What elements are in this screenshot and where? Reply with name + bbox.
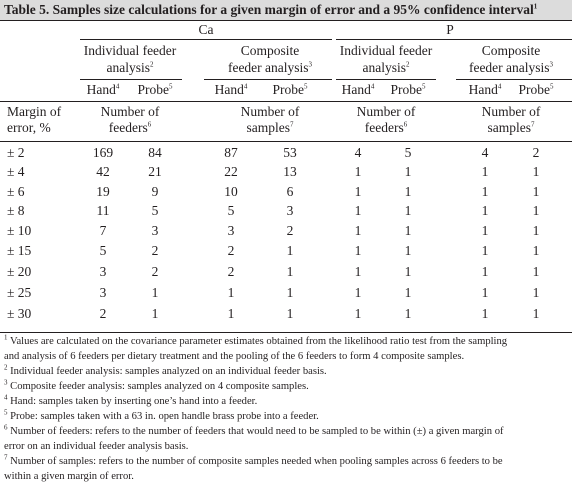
margin-cell: ± 8 <box>7 203 25 218</box>
value-cell: 1 <box>532 264 540 279</box>
footnote-text: Hand: samples taken by inserting one’s hand into a feeder. <box>10 396 258 407</box>
method-probe-footnote-mark: 5 <box>422 82 426 91</box>
measure-footnote-mark: 7 <box>290 120 294 129</box>
method-probe-footnote-mark: 5 <box>304 82 308 91</box>
footnote-text: Composite feeder analysis: samples analyzed on 4 composite samples. <box>10 381 309 392</box>
margin-cell: ± 20 <box>7 264 32 279</box>
measure-line2-text: feeders <box>364 120 404 135</box>
value-cell: 1 <box>354 264 362 279</box>
measure-line2 <box>247 120 294 136</box>
value-cell: 13 <box>283 164 297 179</box>
value-cell: 3 <box>151 223 159 238</box>
measure-line1: Number of <box>481 104 541 119</box>
value-cell: 1 <box>286 285 294 300</box>
subgroup-line1: Composite <box>481 43 541 58</box>
value-cell: 1 <box>532 184 540 199</box>
value-cell: 3 <box>286 203 294 218</box>
value-cell: 1 <box>286 264 294 279</box>
group-header-p: P <box>446 22 454 37</box>
value-cell: 2 <box>227 243 235 258</box>
method-hand-footnote-mark: 4 <box>243 82 248 91</box>
value-cell: 2 <box>286 223 294 238</box>
method-header-hand <box>342 82 375 98</box>
title-text: Table 5. Samples size calculations for a given margin of error and a 95% confidence interval <box>4 2 534 17</box>
method-probe-label: Probe <box>137 82 169 97</box>
row-header-line1: Margin of <box>7 104 62 119</box>
value-cell: 84 <box>148 145 162 160</box>
value-cell: 1 <box>481 164 489 179</box>
footnote-line <box>4 424 566 439</box>
value-cell: 5 <box>404 145 412 160</box>
value-cell: 1 <box>404 264 412 279</box>
value-cell: 1 <box>151 285 159 300</box>
value-cell: 2 <box>99 306 107 321</box>
footnote-mark: 6 <box>4 423 8 432</box>
method-hand-label: Hand <box>86 82 116 97</box>
subgroup-footnote-mark: 3 <box>308 60 313 69</box>
value-cell: 1 <box>227 306 235 321</box>
rule-under-subgroup <box>336 79 436 80</box>
method-hand-label: Hand <box>214 82 244 97</box>
footnote-mark: 2 <box>4 363 8 372</box>
value-cell: 5 <box>151 203 159 218</box>
value-cell: 10 <box>224 184 238 199</box>
margin-cell: ± 25 <box>7 285 32 300</box>
footnote-line <box>4 334 566 349</box>
margin-cell: ± 6 <box>7 184 25 199</box>
subgroup-line2 <box>228 60 312 76</box>
method-header-probe <box>519 82 554 98</box>
footnote-mark: 7 <box>4 453 8 462</box>
subgroup-line2-text: analysis <box>362 60 406 75</box>
value-cell: 2 <box>151 264 159 279</box>
method-probe-footnote-mark: 5 <box>169 82 173 91</box>
value-cell: 1 <box>532 306 540 321</box>
value-cell: 42 <box>96 164 110 179</box>
value-cell: 6 <box>286 184 294 199</box>
measure-footnote-mark: 6 <box>147 120 152 129</box>
measure-footnote-mark: 6 <box>403 120 408 129</box>
value-cell: 1 <box>404 164 412 179</box>
subgroup-footnote-mark: 2 <box>150 60 154 69</box>
measure-line1: Number of <box>100 104 160 119</box>
value-cell: 4 <box>354 145 362 160</box>
method-hand-label: Hand <box>341 82 371 97</box>
rule-under-ca <box>80 39 332 40</box>
method-header-hand <box>469 82 502 98</box>
margin-cell: ± 4 <box>7 164 25 179</box>
rule-under-subgroup <box>456 79 572 80</box>
margin-cell: ± 15 <box>7 243 32 258</box>
measure-line1: Number of <box>240 104 300 119</box>
value-cell: 5 <box>227 203 235 218</box>
footnote-line <box>4 349 566 364</box>
value-cell: 1 <box>481 306 489 321</box>
value-cell: 4 <box>481 145 489 160</box>
value-cell: 1 <box>532 285 540 300</box>
value-cell: 1 <box>354 203 362 218</box>
rule-under-subgroup <box>204 79 332 80</box>
footnote-text: within a given margin of error. <box>4 471 134 482</box>
method-header-probe <box>391 82 426 98</box>
method-header-hand <box>87 82 120 98</box>
value-cell: 87 <box>224 145 238 160</box>
measure-line1: Number of <box>356 104 416 119</box>
value-cell: 1 <box>354 285 362 300</box>
value-cell: 1 <box>481 264 489 279</box>
rule-under-methods <box>0 101 572 102</box>
subgroup-line2 <box>107 60 154 76</box>
subgroup-line2-text: analysis <box>106 60 150 75</box>
footnote-text: Number of samples: refers to the number of composite samples needed when pooling samples across 6 feeders to be <box>10 456 503 467</box>
value-cell: 1 <box>354 243 362 258</box>
value-cell: 1 <box>404 285 412 300</box>
subgroup-footnote-mark: 2 <box>406 60 410 69</box>
method-header-hand <box>215 82 248 98</box>
value-cell: 169 <box>92 145 114 160</box>
subgroup-line1: Composite <box>240 43 300 58</box>
method-probe-footnote-mark: 5 <box>550 82 554 91</box>
rule-under-measures <box>0 141 572 142</box>
footnote-line <box>4 409 566 424</box>
value-cell: 53 <box>283 145 297 160</box>
subgroup-line1: Individual feeder <box>83 43 177 58</box>
footnote-text: Probe: samples taken with a 63 in. open handle brass probe into a feeder. <box>10 411 319 422</box>
row-header-line2: error, % <box>7 120 51 135</box>
footnote-text: Number of feeders: refers to the number of feeders that would need to be sampled to be within (±) a given margin of <box>10 426 504 437</box>
footnote-line <box>4 454 566 469</box>
value-cell: 1 <box>532 164 540 179</box>
value-cell: 1 <box>404 223 412 238</box>
footnote-text: Individual feeder analysis: samples analyzed on an individual feeder basis. <box>10 366 327 377</box>
value-cell: 22 <box>224 164 238 179</box>
method-header-probe <box>273 82 308 98</box>
value-cell: 1 <box>532 243 540 258</box>
subgroup-line2-text: feeder analysis <box>468 60 550 75</box>
subgroup-footnote-mark: 3 <box>549 60 554 69</box>
rule-under-title <box>0 20 572 21</box>
value-cell: 1 <box>481 243 489 258</box>
measure-line2-text: samples <box>487 120 531 135</box>
footnote-text: Values are calculated on the covariance parameter estimates obtained from the likelihood ratio test from the sampling <box>9 336 508 347</box>
method-header-probe <box>138 82 173 98</box>
value-cell: 1 <box>151 306 159 321</box>
margin-cell: ± 10 <box>7 223 32 238</box>
value-cell: 1 <box>532 203 540 218</box>
title-footnote-mark: 1 <box>533 2 538 11</box>
rule-under-subgroup <box>80 79 182 80</box>
footnote-line <box>4 394 566 409</box>
value-cell: 2 <box>532 145 540 160</box>
value-cell: 1 <box>354 306 362 321</box>
measure-line2-text: feeders <box>108 120 148 135</box>
value-cell: 1 <box>481 285 489 300</box>
footnote-text: error on an individual feeder analysis basis. <box>4 441 189 452</box>
value-cell: 2 <box>227 264 235 279</box>
value-cell: 3 <box>227 223 235 238</box>
value-cell: 3 <box>99 264 107 279</box>
rule-under-body <box>0 332 572 333</box>
method-hand-label: Hand <box>468 82 498 97</box>
value-cell: 1 <box>354 184 362 199</box>
value-cell: 1 <box>404 306 412 321</box>
margin-cell: ± 30 <box>7 306 32 321</box>
table-title <box>0 0 572 20</box>
footnote-line <box>4 364 566 379</box>
measure-line2-text: samples <box>246 120 290 135</box>
footnote-text: and analysis of 6 feeders per dietary treatment and the pooling of the 6 feeders to form 4 composite samples. <box>4 351 465 362</box>
subgroup-line1: Individual feeder <box>339 43 433 58</box>
value-cell: 1 <box>404 184 412 199</box>
method-probe-label: Probe <box>518 82 550 97</box>
measure-line2 <box>488 120 535 136</box>
value-cell: 1 <box>404 243 412 258</box>
measure-line2 <box>365 120 407 136</box>
value-cell: 1 <box>481 203 489 218</box>
value-cell: 9 <box>151 184 159 199</box>
value-cell: 21 <box>148 164 162 179</box>
method-hand-footnote-mark: 4 <box>370 82 375 91</box>
margin-cell: ± 2 <box>7 145 25 160</box>
method-probe-label: Probe <box>390 82 422 97</box>
method-hand-footnote-mark: 4 <box>115 82 120 91</box>
value-cell: 1 <box>532 223 540 238</box>
footnote-line <box>4 379 566 394</box>
value-cell: 11 <box>96 203 110 218</box>
footnote-mark: 5 <box>4 408 8 417</box>
measure-line2 <box>109 120 151 136</box>
value-cell: 7 <box>99 223 107 238</box>
value-cell: 1 <box>354 223 362 238</box>
value-cell: 1 <box>481 184 489 199</box>
group-header-ca: Ca <box>198 22 214 37</box>
footnotes <box>4 334 566 484</box>
subgroup-line2-text: feeder analysis <box>227 60 309 75</box>
rule-under-p <box>336 39 572 40</box>
value-cell: 1 <box>404 203 412 218</box>
footnote-mark: 4 <box>4 393 8 402</box>
value-cell: 1 <box>227 285 235 300</box>
method-probe-label: Probe <box>272 82 304 97</box>
subgroup-line2 <box>469 60 553 76</box>
footnote-line <box>4 439 566 454</box>
value-cell: 1 <box>481 223 489 238</box>
value-cell: 5 <box>99 243 107 258</box>
footnote-line <box>4 469 566 484</box>
value-cell: 1 <box>286 306 294 321</box>
measure-footnote-mark: 7 <box>531 120 535 129</box>
footnote-mark: 3 <box>4 378 8 387</box>
footnote-mark: 1 <box>4 333 8 342</box>
value-cell: 19 <box>96 184 110 199</box>
value-cell: 2 <box>151 243 159 258</box>
value-cell: 3 <box>99 285 107 300</box>
value-cell: 1 <box>286 243 294 258</box>
subgroup-line2 <box>363 60 410 76</box>
method-hand-footnote-mark: 4 <box>497 82 502 91</box>
value-cell: 1 <box>354 164 362 179</box>
